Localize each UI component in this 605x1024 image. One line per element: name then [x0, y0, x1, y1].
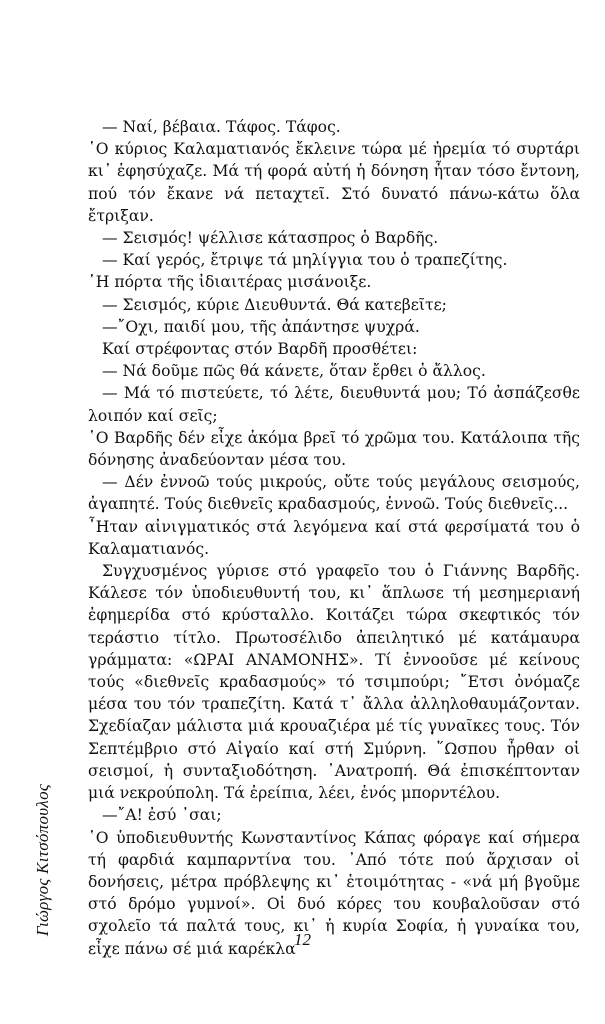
paragraph: —῎Α! ἐσύ ᾽σαι; — [102, 806, 222, 825]
paragraph: ῾Ο Βαρδῆς δέν εἶχε ἀκόμα βρεῖ τό χρῶμα του. Κατάλοιπα τῆς δόνησης ἀναδεύονταν μέσα του. — [88, 428, 580, 470]
paragraph: — Μά τό πιστεύετε, τό λέτε, διευθυντά μου; Τό ἀσπάζεσθε λοιπόν καί σεῖς; — [88, 384, 580, 425]
paragraph: — Καί γερός, ἔτριψε τά μηλίγγια του ὁ τραπεζίτης. — [102, 251, 508, 270]
paragraph: ῾Η πόρτα τῆς ἰδιαιτέρας μισάνοιξε. — [88, 273, 372, 292]
paragraph: Καί στρέφοντας στόν Βαρδῆ προσθέτει: — [102, 340, 418, 359]
body-text — [88, 116, 580, 960]
paragraph: — Δέν ἐννοῶ τούς μικρούς, οὔτε τούς μεγάλους σεισμούς, ἀγαπητέ. Τούς διεθνεῖς κραδασμούς, ἐννοῶ. Τούς διεθνεῖς... — [88, 473, 580, 514]
paragraph: ῾Ο ὑποδιευθυντής Κωνσταντίνος Κάπας φόραγε καί σήμερα τή φαρδιά καμπαρντίνα του. ᾽Από τότε πού ἄρχισαν οἱ δονήσεις, μέτρα πρόβλεψης κι᾽ ἑτοιμότητας - «νά μή βγοῦμε στό δρόμο γυμνοί». Οἱ δυό κόρες του κουβαλοῦσαν στό σχολεῖο τά παλτά τους, κι᾽ ἡ κυρία Σοφία, ἡ γυναίκα του, εἶχε πάνω σέ μιά καρέκλα — [88, 828, 580, 958]
paragraph: ῏Ηταν αἰνιγματικός στά λεγόμενα καί στά φερσίματά του ὁ Καλαματιανός. — [88, 517, 580, 558]
paragraph: — Νά δοῦμε πῶς θά κάνετε, ὅταν ἔρθει ὁ ἄλλος. — [102, 362, 486, 381]
paragraph: Συγχυσμένος γύρισε στό γραφεῖο του ὁ Γιάννης Βαρδῆς. Κάλεσε τόν ὑποδιευθυντή του, κι᾽ ἅπλωσε τή μεσημεριανή ἐφημερίδα στό κρύσταλλο. Κοιτάζει τώρα σκεφτικός τόν τεράστιο τίτλο. Πρωτοσέλιδο ἀπειλητικό μέ κατάμαυρα γράμματα: «ΩΡΑΙ ΑΝΑΜΟΝΗΣ». Τί ἐννοοῦσε μέ κείνους τούς «διεθνεῖς κραδασμούς» τό τσιμπούρι; ῎Ετσι ὀνόμαζε μέσα του τόν τραπεζίτη. Κατά τ᾽ ἄλλα ἀλληλοθαυμάζονταν. Σχεδίαζαν μάλιστα μιά κρουαζιέρα μέ τίς γυναῖκες τους. Τόν Σεπτέμβριο στό Αἰγαίο καί στή Σμύρνη. ῞Ωσπου ἦρθαν οἱ σεισμοί, ἡ συνταξιοδότηση. ᾽Ανατροπή. Θά ἐπισκέπτονταν μιά νεκρούπολη. Τά ἐρείπια, λέει, ἑνός μπορντέλου. — [88, 562, 580, 803]
author-name: Γιώργος Κιτσόπουλος — [33, 783, 52, 937]
paragraph: ῾Ο κύριος Καλαματιανός ἔκλεινε τώρα μέ ἠρεμία τό συρτάρι κι᾽ ἐφησύχαζε. Μά τή φορά αὐτή ἡ δόνηση ἦταν τόσο ἔντονη, πού τόν ἔκανε νά πεταχτεῖ. Στό δυνατό πάνω-κάτω ὅλα ἔτριξαν. — [88, 140, 580, 225]
paragraph: — Σεισμός, κύριε Διευθυντά. Θά κατεβεῖτε; — [102, 295, 447, 314]
paragraph: — Σεισμός! ψέλλισε κάτασπρος ὁ Βαρδῆς. — [102, 229, 439, 248]
page-number: 12 — [294, 930, 311, 949]
paragraph: —῎Οχι, παιδί μου, τῆς ἀπάντησε ψυχρά. — [102, 317, 420, 336]
paragraph: — Ναί, βέβαια. Τάφος. Τάφος. — [102, 118, 341, 136]
